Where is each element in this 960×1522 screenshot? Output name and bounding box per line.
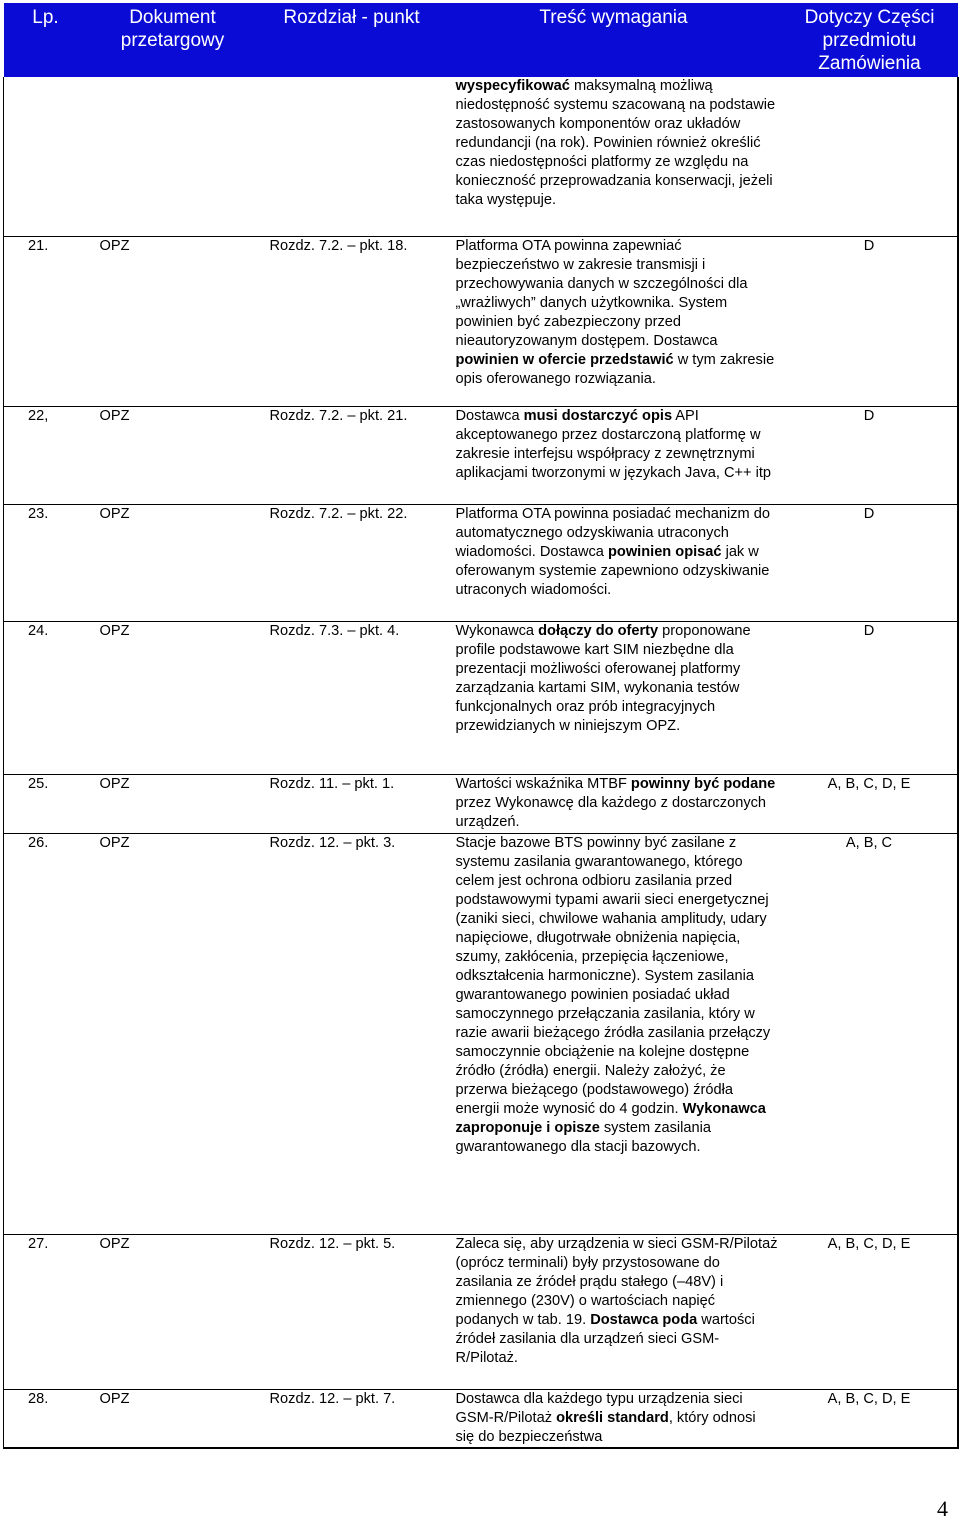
header-lp: Lp. bbox=[4, 3, 88, 77]
cell-dotyczy: A, B, C bbox=[782, 833, 958, 1234]
cell-dotyczy: D bbox=[782, 504, 958, 621]
cell-rozdzial: Rozdz. 12. – pkt. 3. bbox=[258, 833, 446, 1234]
table-row bbox=[4, 833, 958, 1234]
page-number: 4 bbox=[937, 1496, 948, 1521]
cell-dokument: OPZ bbox=[88, 774, 258, 833]
header-tresc: Treść wymagania bbox=[446, 3, 782, 77]
cell-dokument: OPZ bbox=[88, 1389, 258, 1448]
cell-tresc: Dostawca dla każdego typu urządzenia sieci GSM-R/Pilotaż określi standard, który odnosi się do bezpieczeństwa bbox=[446, 1389, 782, 1448]
table-row bbox=[4, 504, 958, 621]
cell-tresc: Stacje bazowe BTS powinny być zasilane z systemu zasilania gwarantowanego, którego celem jest ochrona odbioru zasilania przed podstawowymi typami awarii sieci energetycznej (zaniki sieci, chwilowe wahania amplitudy, udary napięciowe, długotrwałe obniżenia napięcia, szumy, zakłócenia, przepięcia łączeniowe, odkształcenia harmoniczne). System zasilania gwarantowanego powinien posiadać układ samoczynnego przełączania zasilania, który w razie awarii bieżącego źródła zasilania przełączy samoczynnie obciążenie na kolejne dostępne źródło (źródła) energii. Należy założyć, że przerwa bieżącego (podstawowego) źródła energii może wynosić do 4 godzin. Wykonawca zaproponuje i opisze system zasilania gwarantowanego dla stacji bazowych. bbox=[446, 833, 782, 1234]
cell-tresc: wyspecyfikować maksymalną możliwą niedostępność systemu szacowaną na podstawie zastosowanych komponentów oraz układów redundancji (na rok). Powinien również określić czas niedostępności platformy ze względu na konieczność przeprowadzania konserwacji, jeżeli taka występuje. bbox=[446, 77, 782, 236]
cell-dotyczy bbox=[782, 77, 958, 236]
requirements-table bbox=[3, 3, 959, 1449]
requirements-body bbox=[4, 77, 958, 1448]
cell-rozdzial: Rozdz. 7.2. – pkt. 18. bbox=[258, 236, 446, 406]
cell-dotyczy: D bbox=[782, 621, 958, 774]
cell-tresc: Zaleca się, aby urządzenia w sieci GSM-R/Pilotaż (oprócz terminali) były przystosowane do zasilania ze źródeł prądu stałego (–48V) i zmiennego (230V) o wartościach napięć podanych w tab. 19. Dostawca poda wartości źródeł zasilania dla urządzeń sieci GSM-R/Pilotaż. bbox=[446, 1234, 782, 1389]
cell-rozdzial: Rozdz. 11. – pkt. 1. bbox=[258, 774, 446, 833]
header-dokument: Dokument przetargowy bbox=[88, 3, 258, 77]
cell-dotyczy: A, B, C, D, E bbox=[782, 1389, 958, 1448]
cell-lp: 23. bbox=[4, 504, 88, 621]
table-row bbox=[4, 406, 958, 504]
cell-tresc: Dostawca musi dostarczyć opis API akceptowanego przez dostarczoną platformę w zakresie interfejsu współpracy z zewnętrznymi aplikacjami tworzonymi w językach Java, C++ itp bbox=[446, 406, 782, 504]
cell-tresc: Wykonawca dołączy do oferty proponowane profile podstawowe kart SIM niezbędne dla prezentacji możliwości oferowanej platformy zarządzania kartami SIM, wykonania testów funkcjonalnych oraz prób integracyjnych przewidzianych w niniejszym OPZ. bbox=[446, 621, 782, 774]
cell-rozdzial: Rozdz. 7.2. – pkt. 22. bbox=[258, 504, 446, 621]
cell-rozdzial: Rozdz. 7.2. – pkt. 21. bbox=[258, 406, 446, 504]
cell-lp: 24. bbox=[4, 621, 88, 774]
cell-tresc: Wartości wskaźnika MTBF powinny być podane przez Wykonawcę dla każdego z dostarczonych urządzeń. bbox=[446, 774, 782, 833]
cell-lp: 22, bbox=[4, 406, 88, 504]
cell-dotyczy: D bbox=[782, 406, 958, 504]
cell-dokument: OPZ bbox=[88, 621, 258, 774]
cell-rozdzial: Rozdz. 12. – pkt. 5. bbox=[258, 1234, 446, 1389]
cell-lp bbox=[4, 77, 88, 236]
cell-dotyczy: A, B, C, D, E bbox=[782, 1234, 958, 1389]
cell-rozdzial: Rozdz. 12. – pkt. 7. bbox=[258, 1389, 446, 1448]
cell-lp: 25. bbox=[4, 774, 88, 833]
table-row bbox=[4, 774, 958, 833]
header-rozdzial: Rozdział - punkt bbox=[258, 3, 446, 77]
cell-lp: 26. bbox=[4, 833, 88, 1234]
table-row bbox=[4, 621, 958, 774]
cell-lp: 21. bbox=[4, 236, 88, 406]
table-row bbox=[4, 77, 958, 236]
cell-dokument: OPZ bbox=[88, 1234, 258, 1389]
cell-dokument: OPZ bbox=[88, 833, 258, 1234]
header-row bbox=[4, 3, 958, 77]
header-dotyczy: Dotyczy Części przedmiotu Zamówienia bbox=[782, 3, 958, 77]
cell-rozdzial: Rozdz. 7.3. – pkt. 4. bbox=[258, 621, 446, 774]
cell-dokument bbox=[88, 77, 258, 236]
table-row bbox=[4, 1234, 958, 1389]
cell-dokument: OPZ bbox=[88, 504, 258, 621]
cell-tresc: Platforma OTA powinna zapewniać bezpieczeństwo w zakresie transmisji i przechowywania danych w szczególności dla „wrażliwych” danych użytkownika. System powinien być zabezpieczony przed nieautoryzowanym dostępem. Dostawca powinien w ofercie przedstawić w tym zakresie opis oferowanego rozwiązania. bbox=[446, 236, 782, 406]
cell-dotyczy: D bbox=[782, 236, 958, 406]
cell-tresc: Platforma OTA powinna posiadać mechanizm do automatycznego odzyskiwania utraconych wiadomości. Dostawca powinien opisać jak w oferowanym systemie zapewniono odzyskiwanie utraconych wiadomości. bbox=[446, 504, 782, 621]
table-row bbox=[4, 236, 958, 406]
cell-dokument: OPZ bbox=[88, 236, 258, 406]
cell-rozdzial bbox=[258, 77, 446, 236]
cell-dokument: OPZ bbox=[88, 406, 258, 504]
table-row bbox=[4, 1389, 958, 1448]
cell-lp: 27. bbox=[4, 1234, 88, 1389]
cell-lp: 28. bbox=[4, 1389, 88, 1448]
cell-dotyczy: A, B, C, D, E bbox=[782, 774, 958, 833]
